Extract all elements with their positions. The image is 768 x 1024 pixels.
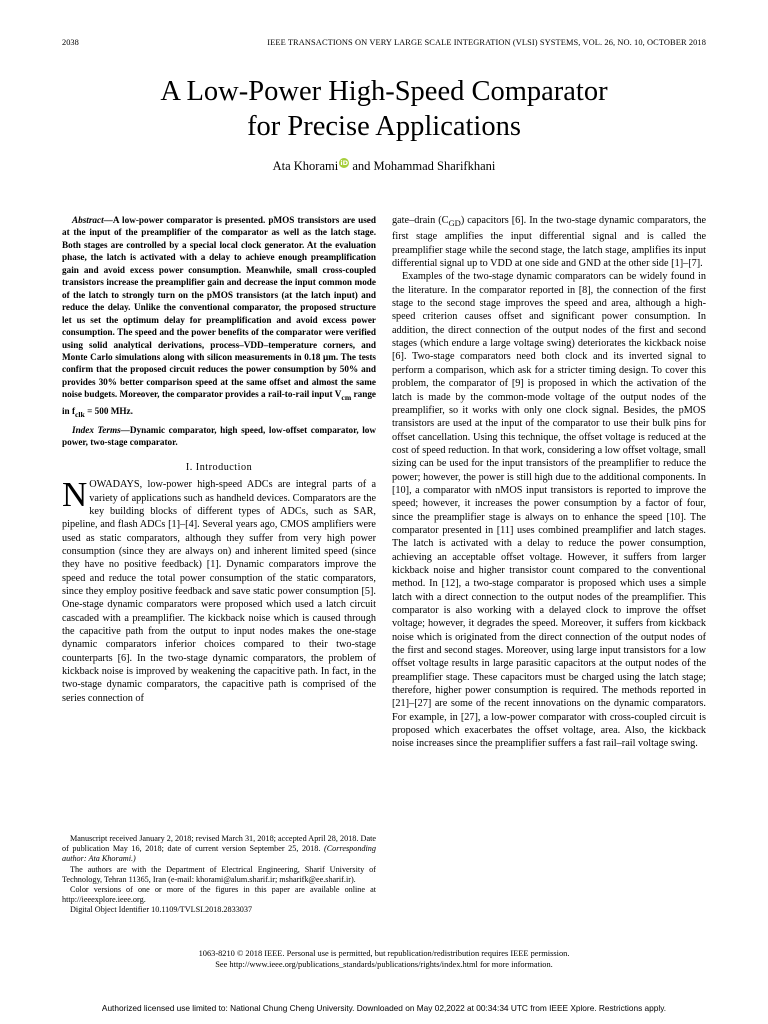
author-1: Ata Khorami — [272, 159, 339, 173]
drop-cap: N — [62, 475, 88, 515]
footnotes — [62, 834, 376, 916]
footnote-dates: Manuscript received January 2, 2018; revised March 31, 2018; accepted April 28, 2018. Date of publication May 16, 2018; date of current version September 25, 2018. — [62, 834, 376, 854]
index-terms-label: Index Terms— — [72, 424, 130, 435]
index-terms-text: Dynamic comparator, high speed, low-offset comparator, low power, two-stage comparator. — [62, 424, 376, 448]
intro-paragraph-2: Examples of the two-stage dynamic comparators can be widely found in the literature. In the comparator reported in [8], the connection of the first stage to the second stage improves the speed and area, although a high-speed criterion causes offset and significant power consumption. In addition, the direct connection of the output nodes of the first and second stages (which endure a large voltage swing) deteriorates the kickback noise [6]. Two-stage comparators need both clock and its inverted signal to perform a comparison, which ask for a stricter timing design. To cover this problem, the comparator of [9] is proposed in which the activation of the latch is made by the common-mode voltage of the output nodes of the preamplifier, so it works with only one clock signal. Besides, the pMOS transistors are used at the input of the comparator to use their bulk pins for offset cancellation. Using this technique, the offset voltage is reduced at the cost of speed reduction. In that work, considering a low offset voltage, small sizing can be used for the input transistors of the preamplifier to reduce the power; however, the power is still high due to the additional components. In [10], a comparator with nMOS input transistors is reported to improve the speed; however, it increases the power consumption by a factor of four, since the preamplifier stage is always on to enhance the speed [10]. The comparator presented in [11] uses combined preamplifier and latch stages. The latch is activated with a delay to reduce the power consumption, achieving an acceptable offset voltage. However, it suffers from larger kickback noise and higher transistor count compared to the conventional method. In [12], a two-stage comparator is proposed which uses a simple latch with a direct connection to the output nodes of the preamplifier. This comparator is also working with a delayed clock to improve the offset voltage; however, it degrades the speed. Moreover, it suffers from kickback noise which is originated from the direct connection of the output nodes of the first and second stages. Moreover, using large input transistors for a low offset voltage results in large parasitic capacitors at the output nodes of the preamplifier stage. These capacitors must be charged using the latch stage; therefore, higher power consumption is required. The methods reported in [21]–[27] are some of the recent innovations on the dynamic comparators. For example, in [27], a low-power comparator with cross-coupled circuit is proposed which exacerbates the offset voltage, area. Also, the kickback noise increases since the preamplifier suffers a fast rail–rail voltage swing. — [392, 271, 706, 750]
footnote-color-versions: Color versions of one or more of the figures in this paper are available online at http://ieeexplore.ieee.org. — [62, 885, 376, 905]
copyright-line-2: See http://www.ieee.org/publications_standards/publications/rights/index.html for more information. — [215, 960, 553, 969]
abstract-sub-clk: clk — [75, 409, 85, 419]
index-terms — [62, 424, 376, 449]
title-line-2: for Precise Applications — [247, 111, 521, 142]
abstract — [62, 214, 376, 421]
copyright-line-1: 1063-8210 © 2018 IEEE. Personal use is permitted, but republication/redistribution requires IEEE permission. — [198, 949, 570, 958]
right-column — [392, 214, 706, 751]
orcid-icon[interactable]: iD — [340, 159, 349, 167]
p1-cont-sub: GD — [448, 218, 461, 229]
section-heading-introduction: I. Introduction — [185, 461, 253, 473]
abstract-mid: range in f — [62, 389, 377, 416]
page-number: 2038 — [62, 38, 79, 47]
author-2: and Mohammad Sharifkhani — [349, 159, 496, 173]
drop-cap-rest: OWADAYS, — [89, 479, 143, 491]
paper-title — [0, 74, 768, 144]
abstract-label: Abstract— — [72, 215, 113, 225]
abstract-end: = 500 MHz. — [84, 405, 133, 416]
footnote-corresponding: (Corresponding author: Ata Khorami.) — [62, 844, 376, 864]
license-banner: Authorized licensed use limited to: National Chung Cheng University. Downloaded on May 02,2022 at 00:34:34 UTC from IEEE Xplore. Restrictions apply. — [101, 1003, 667, 1013]
left-column — [62, 214, 376, 705]
journal-name: IEEE TRANSACTIONS ON VERY LARGE SCALE INTEGRATION (VLSI) SYSTEMS, VOL. 26, NO. 10, OCTOBER 2018 — [267, 38, 706, 47]
abstract-text: A low-power comparator is presented. pMOS transistors are used at the input of the preamplifier of the comparator as well as the latch stage. Both stages are controlled by a special local clock generator. At the evaluation phase, the latch is activated with a delay to achieve enough preamplification gain and avoid excess power consumption. Meanwhile, small cross-coupled transistors increase the preamplifier gain and decrease the input common mode of the latch to strongly turn on the pMOS transistors (at the latch input) and reduce the delay. Unlike the conventional comparator, the proposed structure let us set the optimum delay for preamplification and avoid excess power consumption. The speed and the power benefits of the comparator were verified using solid analytical derivations, process–VDD–temperature corners, and Monte Carlo simulations along with silicon measurements in 0.18 μm. The tests confirm that the proposed circuit reduces the power consumption by 50% and provides 30% better comparison speed at the same offset and almost the same noise budgets. Moreover, the comparator provides a rail-to-rail input V — [62, 215, 376, 400]
footnote-manuscript — [62, 834, 376, 865]
abstract-sub-cm: cm — [341, 393, 352, 403]
footnote-affiliation: The authors are with the Department of Electrical Engineering, Sharif University of Technology, Tehran 11365, Iran (e-mail: khorami@alum.sharif.ir; msharifk@ee.sharif.ir). — [62, 864, 376, 884]
p1-cont-a: gate–drain (C — [392, 215, 449, 226]
intro-paragraph-1-continued — [392, 214, 706, 270]
running-header — [62, 38, 706, 50]
p1-cont-b: ) capacitors [6]. In the two-stage dynamic comparators, the first stage amplifies the input differential signal and is called the preamplifier stage while the second stage, the latch stage, amplifies its input differential signal up to VDD at one side and GND at the other side [1]–[7]. — [392, 215, 706, 270]
copyright-notice — [0, 948, 768, 970]
footnote-doi: Digital Object Identifier 10.1109/TVLSI.2018.2833037 — [70, 905, 253, 915]
intro-paragraph-1 — [62, 475, 376, 705]
author-list — [0, 158, 768, 174]
title-line-1: A Low-Power High-Speed Comparator — [160, 76, 608, 107]
intro-p1-text: low-power high-speed ADCs are integral parts of a variety of applications such as handheld devices. Comparators are the key building blocks of different types of ADCs, such as SAR, pipeline, and flash ADCs [1]–[4]. Several years ago, CMOS amplifiers were used as static comparators, although they suffer from very high power consumption (since they are always on) and inherent limited speed (since they have no positive feedback) [1]. Dynamic comparators improve the speed and reduce the total power consumption of the static comparators, since they employ positive feedback and save static power consumption [5]. One-stage dynamic comparators were proposed which used a latch circuit cascaded with a preamplifier. The kickback noise which is caused through the capacitive path from the output to input nodes makes the one-stage dynamic comparators inferior choices compared to their two-stage counterparts [6]. In the two-stage dynamic comparators, the problem of kickback noise is improved by weakening the capacitive path. In fact, in the two-stage dynamic comparators, the capacitive path is comprised of the series connection of — [62, 479, 376, 704]
